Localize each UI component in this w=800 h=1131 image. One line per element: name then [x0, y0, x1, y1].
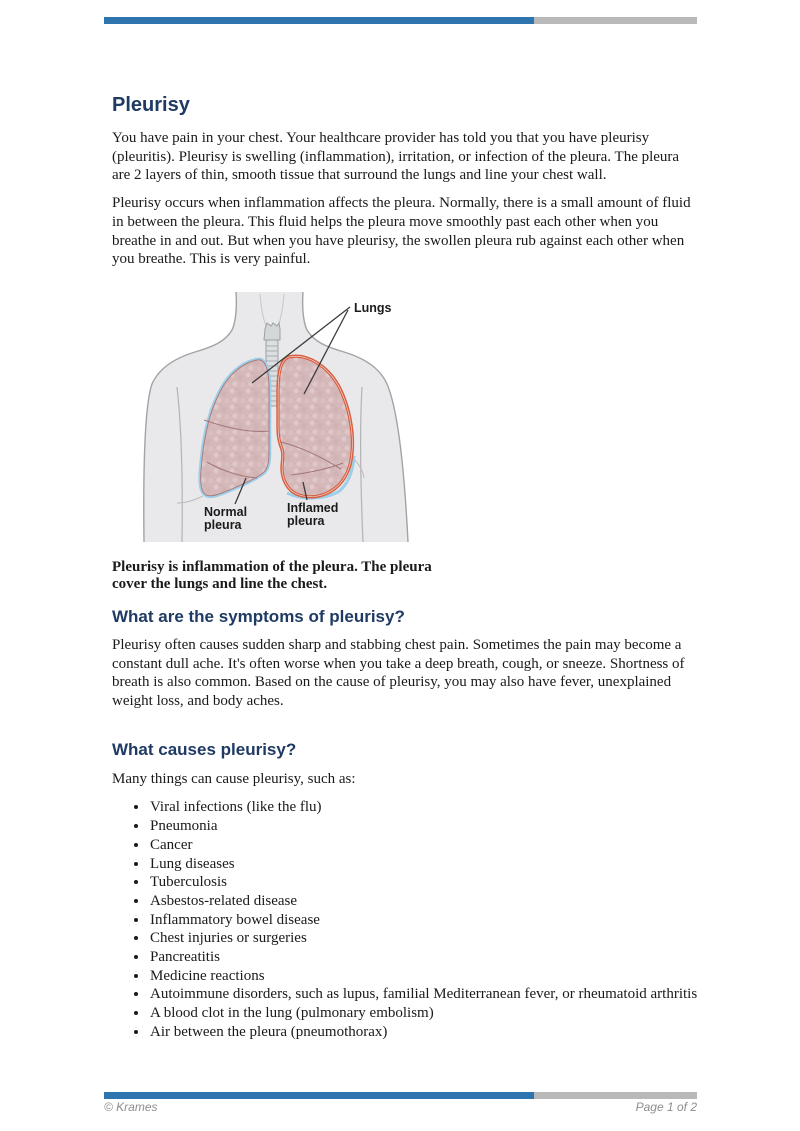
footer-bar-gray-segment: [534, 1092, 697, 1099]
label-normal-line2: pleura: [204, 517, 242, 532]
list-item-autoimmune: • Autoimmune disorders, such as lupus, familial Mediterranean fever, or rheumatoid arthritis: [149, 985, 698, 1004]
list-item-cancer: • Cancer: [149, 836, 698, 855]
lungs-anatomy-svg: [117, 292, 437, 542]
lungs-illustration: [117, 292, 437, 547]
symptoms-heading: What are the symptoms of pleurisy?: [112, 606, 405, 626]
symptoms-paragraph: Pleurisy often causes sudden sharp and stabbing chest pain. Sometimes the pain may become a constant dull ache. It's often worse when you take a deep breath, cough, or sneeze. Shortness of breath is also common. Based on the cause of pleurisy, you may also have fever, unexplained weight loss, and body aches.: [112, 636, 685, 710]
label-normal-line1: Normal: [204, 504, 248, 519]
copyright-text: © Krames: [104, 1100, 158, 1114]
larynx: [264, 323, 280, 340]
list-item-medicine-reactions: • Medicine reactions: [149, 967, 698, 986]
footer-bar-blue-segment: [104, 1092, 534, 1099]
intro-paragraph-2: Pleurisy occurs when inflammation affects the pleura. Normally, there is a small amount of fluid in between the pleura. This fluid helps the pleura move smoothly past each other when you breathe in and out. But when you have pleurisy, the swollen pleura rub against each other when you breathe. This is very painful.: [112, 195, 691, 268]
list-item-ibd: • Inflammatory bowel disease: [149, 911, 698, 930]
list-item-lung-diseases: • Lung diseases: [149, 855, 698, 874]
footer-accent-bar: [104, 1092, 697, 1099]
label-inflamed-line1: Inflamed: [287, 500, 339, 515]
page-title: Pleurisy: [112, 94, 190, 116]
list-item-blood-clot: • A blood clot in the lung (pulmonary embolism): [149, 1004, 698, 1023]
list-item-pneumothorax: • Air between the pleura (pneumothorax): [149, 1023, 698, 1042]
list-item-tuberculosis: • Tuberculosis: [149, 873, 698, 892]
footer: [104, 1100, 697, 1114]
causes-heading: What causes pleurisy?: [112, 739, 297, 759]
causes-list: [112, 798, 698, 1041]
document-body: [112, 0, 698, 1042]
label-inflamed-line2: pleura: [287, 513, 325, 528]
list-item-asbestos: • Asbestos-related disease: [149, 892, 698, 911]
list-item-viral: • Viral infections (like the flu): [149, 798, 698, 817]
causes-intro: Many things can cause pleurisy, such as:: [112, 770, 356, 787]
list-item-pancreatitis: • Pancreatitis: [149, 948, 698, 967]
figure-caption: Pleurisy is inflammation of the pleura. The pleura cover the lungs and line the chest.: [112, 558, 432, 593]
list-item-pneumonia: • Pneumonia: [149, 817, 698, 836]
intro-paragraph-1: You have pain in your chest. Your healthcare provider has told you that you have pleurisy (pleuritis). Pleurisy is swelling (inflammation), irritation, or infection of the pleura. The pleura are 2 layers of thin, smooth tissue that surround the lungs and line your chest wall.: [112, 130, 680, 184]
label-lungs: Lungs: [354, 300, 392, 315]
page-number: Page 1 of 2: [635, 1100, 697, 1114]
list-item-chest-injuries: • Chest injuries or surgeries: [149, 929, 698, 948]
